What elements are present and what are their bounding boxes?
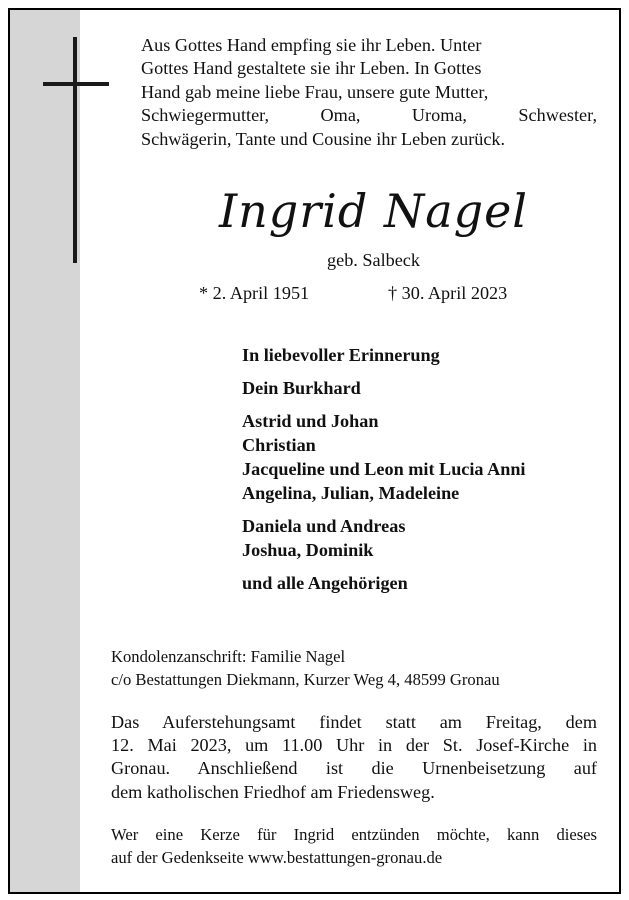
quote-line: Schwägerin, Tante und Cousine ihr Leben zurück. (141, 128, 506, 149)
service-line: dem katholischen Friedhof am Friedensweg. (111, 781, 435, 802)
mourners-list (242, 343, 526, 595)
mourner-line: Daniela und Andreas (242, 516, 406, 536)
mourner-line: Astrid und Johan (242, 411, 379, 431)
death-date: † 30. April 2023 (388, 283, 508, 303)
service-line: Das Auferstehungsamt findet statt am Freitag, dem (111, 712, 597, 732)
quote-line: Gottes Hand gestaltete sie ihr Leben. In Gottes (141, 58, 482, 79)
mourner-line: In liebevoller Erinnerung (242, 345, 440, 365)
side-band (10, 10, 80, 892)
quote-line: Hand gab meine liebe Frau, unsere gute Mutter, (141, 81, 489, 102)
mourner-line: Angelina, Julian, Madeleine (242, 483, 460, 503)
condolence-line: c/o Bestattungen Diekmann, Kurzer Weg 4, 48599 Gronau (111, 670, 500, 689)
quote-line: Schwiegermutter, Oma, Uroma, Schwester, (141, 105, 597, 126)
condolence-line: Kondolenzanschrift: Familie Nagel (111, 647, 346, 666)
mourner-line: Jacqueline und Leon mit Lucia Anni (242, 459, 526, 479)
candle-line: auf der Gedenkseite www.bestattungen-gronau.de (111, 848, 443, 867)
candle-line: Wer eine Kerze für Ingrid entzünden möchte, kann dieses (111, 825, 597, 844)
mourner-line: und alle Angehörigen (242, 573, 408, 593)
deceased-name: Ingrid Nagel (218, 184, 529, 238)
condolence-address (111, 645, 500, 691)
candle-info (111, 823, 597, 869)
memorial-quote (141, 34, 597, 151)
quote-line: Aus Gottes Hand empfing sie ihr Leben. Unter (141, 35, 482, 55)
service-line: Gronau. Anschließend ist die Urnenbeisetzung auf (111, 758, 597, 779)
mourner-line: Joshua, Dominik (242, 540, 374, 560)
maiden-name: geb. Salbeck (327, 250, 420, 270)
birth-date: * 2. April 1951 (199, 283, 310, 303)
service-line: 12. Mai 2023, um 11.00 Uhr in der St. Josef-Kirche in (111, 735, 597, 756)
mourner-line: Dein Burkhard (242, 378, 361, 398)
service-info (111, 711, 597, 804)
mourner-line: Christian (242, 435, 316, 455)
